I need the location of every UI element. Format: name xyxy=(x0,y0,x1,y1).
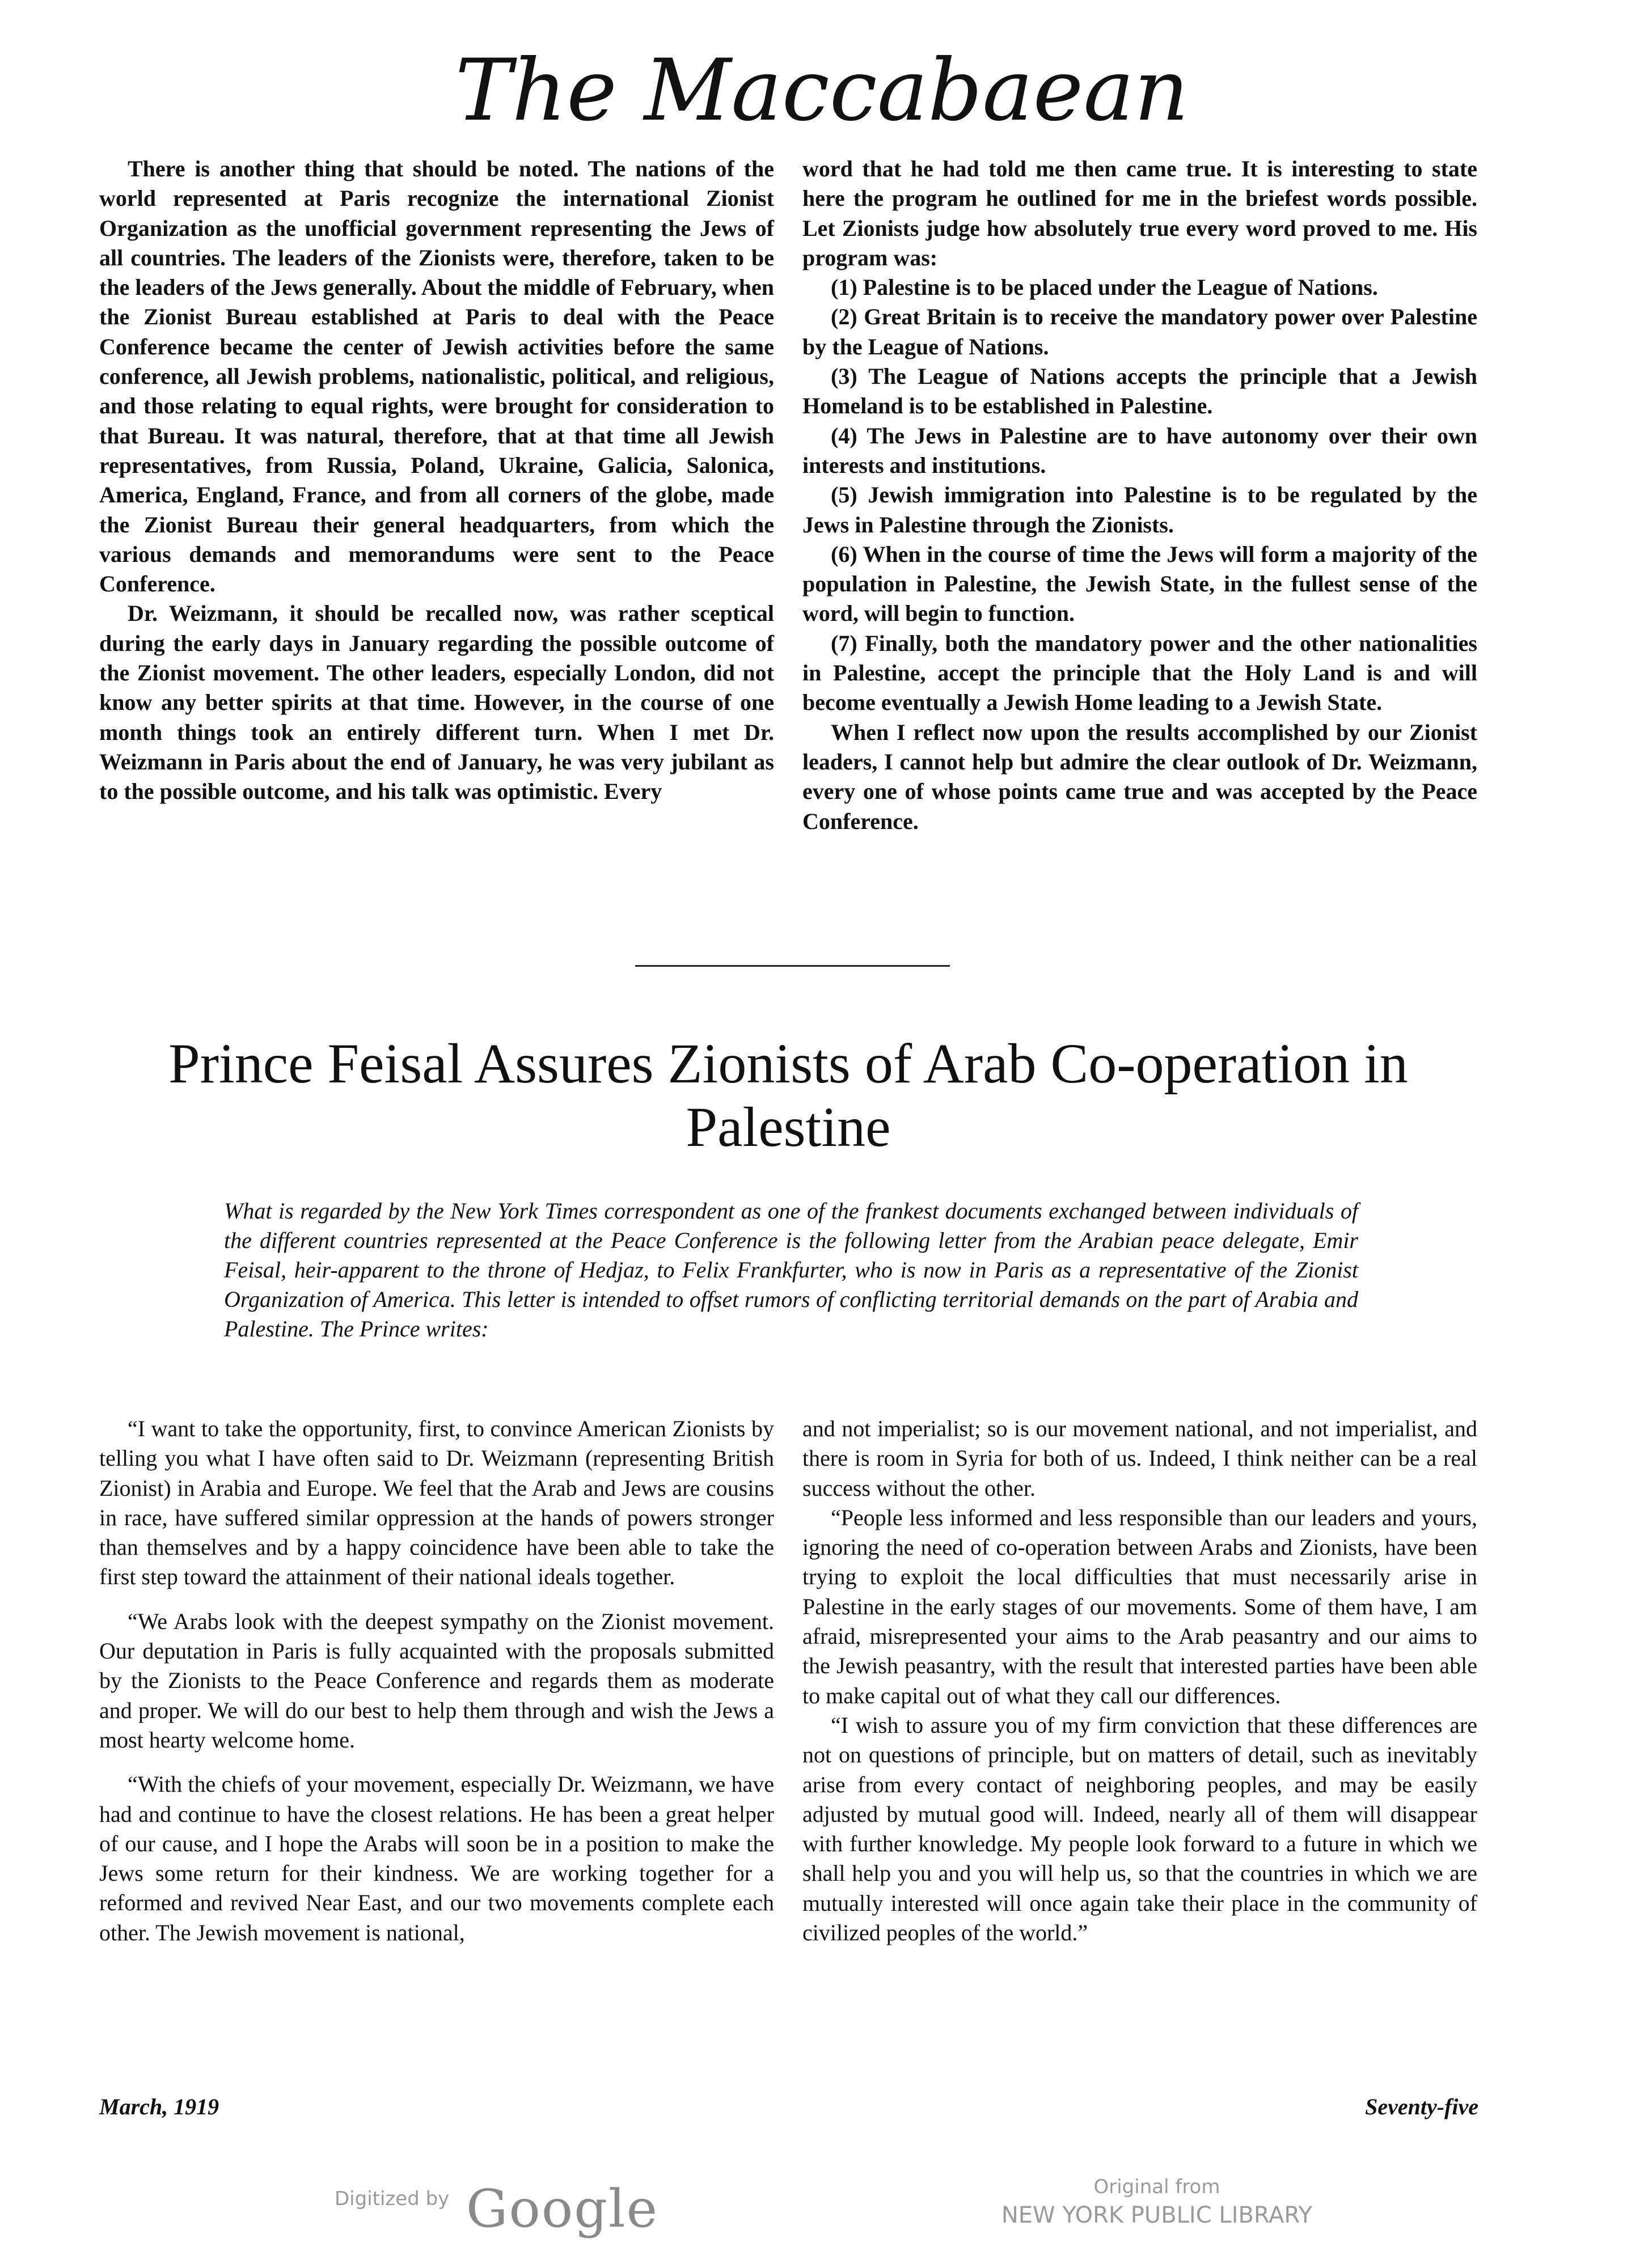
paragraph: “People less informed and less responsible than our leaders and yours, ignoring the need of co-operation between Arabs and Zionists, have been trying to exploit the local difficulties that must necessarily arise in Palestine in the early stages of our movements. Some of them have, I am afraid, misrepresented your aims to the Arab peasantry and our aims to the Jewish peasantry, with the result that interested parties have been able to make capital out of what they call our differences. xyxy=(802,1504,1477,1708)
library-name: NEW YORK PUBLIC LIBRARY xyxy=(1001,2202,1313,2228)
program-item: (3) The League of Nations accepts the principle that a Jewish Homeland is to be established in Palestine. xyxy=(802,363,1477,419)
paragraph: word that he had told me then came true. It is interesting to state here the program he outlined for me in the briefest words possible. Let Zionists judge how absolutely true every word proved to me. His program was: xyxy=(802,156,1477,270)
library-credit xyxy=(987,2173,1327,2229)
letter-left-column xyxy=(99,1414,774,2083)
article-intro: What is regarded by the New York Times correspondent as one of the frankest documents exchanged between individuals of the different countries represented at the Peace Conference is the following letter from the Arabian peace delegate, Emir Feisal, heir-apparent to the throne of Hedjaz, to Felix Frankfurter, who is now in Paris as a representative of the Zionist Organization of America. This letter is intended to offset rumors of conflicting territorial demands on the part of Arabia and Palestine. The Prince writes: xyxy=(224,1198,1358,1342)
masthead: The Maccabaean xyxy=(455,41,1189,140)
original-from-label: Original from xyxy=(1093,2176,1220,2198)
program-item: (6) When in the course of time the Jews will form a majority of the population in Palestine, the Jewish State, in the fullest sense of the word, will begin to function. xyxy=(802,541,1477,627)
top-right-column xyxy=(802,154,1477,908)
paragraph: Dr. Weizmann, it should be recalled now, was rather sceptical during the early days in January regarding the possible outcome of the Zionist movement. The other leaders, especially London, did not know any better spirits at that time. However, in the course of one month things took an entirely different turn. When I met Dr. Weizmann in Paris about the end of January, he was very jubilant as to the possible outcome, and his talk was optimistic. Every xyxy=(99,600,774,805)
google-logo: Google xyxy=(466,2178,659,2239)
top-columns xyxy=(99,154,1477,908)
paragraph: When I reflect now upon the results accomplished by our Zionist leaders, I cannot help but admire the clear outlook of Dr. Weizmann, every one of whose points came true and was accepted by the Peace Conference. xyxy=(802,719,1477,834)
paragraph: There is another thing that should be noted. The nations of the world represented at Paris recognize the international Zionist Organization as the unofficial government representing the Jews of all countries. The leaders of the Zionists were, therefore, taken to be the leaders of the Jews generally. About the middle of February, when the Zionist Bureau established at Paris to deal with the Peace Conference became the center of Jewish activities before the same conference, all Jewish problems, nationalistic, political, and religious, and those relating to equal rights, were brought for consideration to that Bureau. It was natural, therefore, that at that time all Jewish representatives, from Russia, Poland, Ukraine, Galicia, Salonica, America, England, France, and from all corners of the globe, made the Zionist Bureau their general headquarters, from which the various demands and memorandums were sent to the Peace Conference. xyxy=(99,156,774,597)
paragraph: “With the chiefs of your movement, especially Dr. Weizmann, we have had and continue to have the closest relations. He has been a great helper of our cause, and I hope the Arabs will soon be in a position to make the Jews some return for their kindness. We are working together for a reformed and revived Near East, and our two movements complete each other. The Jewish movement is national, xyxy=(99,1771,774,1945)
program-item: (2) Great Britain is to receive the mandatory power over Palestine by the League of Nations. xyxy=(802,304,1477,359)
section-divider xyxy=(635,965,950,967)
paragraph: “I want to take the opportunity, first, to convince American Zionists by telling you what I have often said to Dr. Weizmann (representing British Zionist) in Arabia and Europe. We feel that the Arab and Jews are cousins in race, have suffered similar oppression at the hands of powers stronger than themselves and by a happy coincidence have been able to take the first step toward the attainment of their national ideals together. xyxy=(99,1416,774,1590)
program-item: (4) The Jews in Palestine are to have autonomy over their own interests and institutions. xyxy=(802,422,1477,478)
issue-date: March, 1919 xyxy=(99,2094,219,2119)
program-item: (1) Palestine is to be placed under the League of Nations. xyxy=(831,274,1378,301)
top-left-column xyxy=(99,154,774,908)
digitized-by-label: Digitized by xyxy=(335,2187,450,2210)
letter-columns xyxy=(99,1414,1477,2083)
article-headline: Prince Feisal Assures Zionists of Arab Co-operation in Palestine xyxy=(168,1032,1408,1158)
letter-right-column xyxy=(802,1414,1477,2083)
paragraph: and not imperialist; so is our movement national, and not imperialist, and there is room in Syria for both of us. Indeed, I think neither can be a real success without the other. xyxy=(802,1416,1477,1501)
program-item: (5) Jewish immigration into Palestine is to be regulated by the Jews in Palestine through the Zionists. xyxy=(802,482,1477,538)
program-item: (7) Finally, both the mandatory power and the other nationalities in Palestine, accept the principle that the Holy Land is and will become eventually a Jewish Home leading to a Jewish State. xyxy=(802,630,1477,716)
page-number: Seventy-five xyxy=(1365,2094,1478,2119)
paragraph: “I wish to assure you of my firm conviction that these differences are not on questions of principle, but on matters of detail, such as inevitably arise from every contact of neighboring peoples, and may be easily adjusted by mutual good will. Indeed, nearly all of them will disappear with further knowledge. My people look forward to a future in which we shall help you and you will help us, so that the countries in which we are mutually interested will once again take their place in the community of civilized peoples of the world.” xyxy=(802,1712,1477,1946)
paragraph: “We Arabs look with the deepest sympathy on the Zionist movement. Our deputation in Paris is fully acquainted with the proposals submitted by the Zionists to the Peace Conference and regards them as moderate and proper. We will do our best to help them through and wish the Jews a most hearty welcome home. xyxy=(99,1608,774,1753)
